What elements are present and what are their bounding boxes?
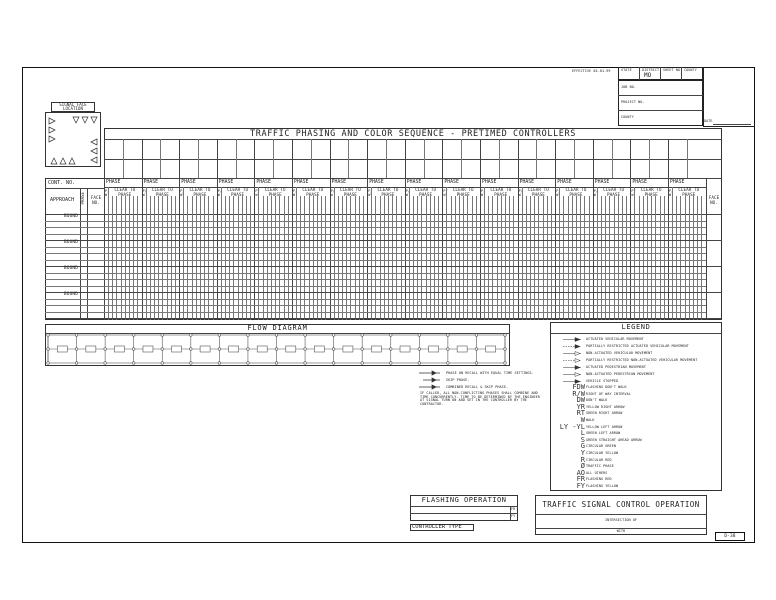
clear-to-phase-label: CLEAR TO PHASE — [264, 187, 286, 197]
pw-label: P/W — [556, 189, 561, 197]
intersection-of-label: INTERSECTION OF — [604, 518, 638, 522]
phase-header: PHASE — [369, 180, 384, 185]
phase-header: PHASE — [670, 180, 685, 185]
legend-code: FY — [576, 482, 585, 490]
pw-label: P/W — [443, 189, 448, 197]
note-combined: COMBINED RECALL & SKIP PHASE. — [446, 385, 509, 389]
effective-date: EFFECTIVE 04-01-99 — [572, 69, 611, 73]
legend-code: Ø — [580, 462, 585, 471]
legend-code: DW — [576, 396, 585, 405]
legend-code: RT — [576, 409, 585, 418]
pw-label: P/W — [405, 189, 411, 197]
flashing-title: FLASHING OPERATION — [421, 496, 507, 504]
pw-label: P/W — [518, 189, 524, 197]
clear-to-phase-label: CLEAR TO PHASE — [603, 187, 625, 197]
legend-code: Y — [580, 449, 585, 457]
pw-label: P/W — [217, 189, 223, 197]
legend-code-desc: GREEN STRAIGHT AHEAD ARROW — [586, 437, 642, 442]
clear-to-phase-label: CLEAR TO PHASE — [565, 187, 587, 197]
clear-to-phase-label: CLEAR TO PHASE — [151, 187, 173, 197]
clear-to-phase-label: CLEAR TO PHASE — [114, 187, 136, 197]
pw-label: P/W — [142, 189, 148, 197]
clear-to-phase-label: CLEAR TO PHASE — [189, 187, 211, 197]
note-recall: PHASE ON RECALL WITH EQUAL TIME SETTINGS. — [446, 371, 534, 375]
legend-arrow-desc: ACTUATED PEDESTRIAN MOVEMENT — [586, 365, 646, 369]
pw-label: P/W — [180, 189, 185, 197]
note-paragraph: IF CALLED, ALL NON-CONFLICTING PHASES SHALL COMBINE AND TIME CONCURRENTLY. TIME TO BE DETERMINED BY THE ENGINEER AT SIGNAL TURN ON AND SET IN THE CONTROLLER BY THE CONTRACTOR. — [420, 391, 540, 407]
controller-type-field[interactable] — [410, 524, 474, 531]
phase-header: PHASE — [594, 180, 610, 185]
district-label: DISTRICT — [642, 68, 660, 72]
clear-to-phase-label: CLEAR TO PHASE — [227, 187, 249, 197]
flashing-fy: FY — [511, 514, 516, 518]
legend-code: G — [580, 442, 585, 451]
bound-label: BOUND — [64, 266, 79, 271]
legend-code-desc: TRAFFIC PHASE — [586, 464, 614, 469]
pw-label: P/W — [330, 189, 336, 197]
legend-arrow-icon — [563, 365, 585, 370]
controller-type-label: CONTROLLER TYPE — [412, 524, 462, 530]
legend-code: AO — [576, 468, 585, 477]
clear-to-phase-label: CLEAR TO PHASE — [640, 187, 662, 197]
pw-label: P/W — [293, 189, 298, 197]
legend-arrow-icon — [563, 358, 585, 363]
phase-header: PHASE — [294, 180, 309, 185]
pw-label: P/W — [631, 189, 636, 197]
legend-title: LEGEND — [621, 323, 651, 331]
clear-to-phase-label: CLEAR TO PHASE — [377, 187, 399, 197]
sheet-id-box — [715, 532, 745, 541]
legend-code-desc: GREEN LEFT ARROW — [586, 431, 621, 436]
legend-arrow-desc: NON-ACTUATED VEHICULAR MOVEMENT — [586, 351, 653, 355]
bound-label: BOUND — [64, 292, 79, 297]
legend-arrow-desc: PARTIALLY RESTRICTED NON-ACTUATED VEHICULAR MOVEMENT — [586, 358, 698, 362]
clear-to-phase-label: CLEAR TO PHASE — [339, 187, 361, 197]
bound-label: BOUND — [64, 214, 79, 219]
legend-code-desc: FLASHING RED — [586, 477, 612, 482]
legend-code-desc: WALK — [586, 418, 595, 422]
pw-label: P/W — [105, 189, 110, 197]
legend-code-desc: ALL OTHERS — [586, 470, 608, 475]
phase-header: PHASE — [143, 180, 159, 185]
legend-code: FDW — [572, 383, 585, 391]
clear-to-phase-label: CLEAR TO PHASE — [452, 187, 474, 197]
legend-code: FR — [576, 475, 585, 484]
legend-arrow-icon — [563, 351, 585, 356]
legend-code: S — [580, 435, 585, 444]
date-label: DATE — [704, 119, 713, 123]
pw-label: P/W — [669, 189, 674, 197]
legend-code-desc: YELLOW LEFT ARROW — [586, 424, 623, 429]
state-value: MO — [644, 72, 652, 79]
clear-to-phase-label: CLEAR TO PHASE — [678, 187, 700, 197]
approach-label: APPROACH — [50, 197, 75, 203]
note-skip: SKIP PHASE. — [446, 378, 470, 382]
legend-arrow-desc: NON-ACTUATED PEDESTRIAN MOVEMENT — [586, 372, 655, 376]
phase-header: PHASE — [444, 180, 459, 185]
pw-label: P/W — [255, 189, 260, 197]
phase-header: PHASE — [106, 180, 121, 185]
legend-code-desc: CIRCULAR RED — [586, 457, 612, 462]
legend-arrow-desc: PARTIALLY RESTRICTED ACTUATED VEHICULAR MOVEMENT — [586, 344, 689, 348]
with-label: WITH — [616, 529, 626, 533]
phase-header: PHASE — [482, 180, 497, 185]
sheet-no-label: SHEET NO. — [663, 68, 683, 72]
flow-diagram-title: FLOW DIAGRAM — [247, 324, 308, 332]
flow-diagram-cells[interactable] — [45, 333, 510, 366]
clear-to-phase-label: CLEAR TO PHASE — [415, 187, 437, 197]
legend-arrow-icon — [563, 372, 585, 377]
legend-arrow-icon — [563, 344, 585, 349]
phase-header: PHASE — [557, 180, 572, 185]
legend-code-desc: CIRCULAR GREEN — [586, 444, 616, 449]
legend-code: R — [580, 455, 585, 464]
pw-label: P/W — [481, 189, 486, 197]
legend-code-desc: YELLOW RIGHT ARROW — [586, 404, 625, 409]
legend-code: R/W — [572, 389, 585, 398]
legend-code-desc: FLASHING DON'T WALK — [586, 385, 627, 389]
signal-face-icons — [45, 112, 101, 167]
project-no-label: PROJECT NO. — [621, 100, 645, 104]
phase-header: PHASE — [256, 180, 271, 185]
legend-arrow-icon — [563, 337, 585, 342]
phase-header: PHASE — [519, 180, 535, 185]
signal-control-title: TRAFFIC SIGNAL CONTROL OPERATION — [542, 500, 700, 509]
pw-label: P/W — [593, 189, 599, 197]
legend-code: W — [580, 416, 585, 424]
clear-to-phase-label: CLEAR TO PHASE — [490, 187, 512, 197]
legend-code: LY -YL — [559, 422, 585, 431]
legend-code: L — [580, 429, 585, 438]
legend-code: YR — [576, 402, 585, 411]
clear-to-phase-label: CLEAR TO PHASE — [302, 187, 324, 197]
legend-code-desc: RIGHT OF WAY INTERVAL — [586, 391, 631, 396]
phase-header: PHASE — [218, 180, 234, 185]
cont-no-label: CONT. NO. — [48, 180, 76, 186]
county-label: COUNTY — [621, 115, 634, 119]
job-no-label: JOB NO. — [621, 85, 636, 89]
face-no-label: FACE NO. — [90, 195, 102, 206]
phasing-title: TRAFFIC PHASING AND COLOR SEQUENCE - PRETIMED CONTROLLERS — [250, 129, 576, 139]
bound-label: BOUND — [64, 240, 79, 245]
legend-code-desc: GREEN RIGHT ARROW — [586, 411, 623, 416]
phase-vertical-label: PHASE — [80, 192, 85, 205]
note-arrows-icon — [418, 370, 448, 392]
phase-header: PHASE — [181, 180, 196, 185]
phase-header: PHASE — [331, 180, 347, 185]
legend-code-desc: FLASHING YELLOW — [586, 484, 619, 488]
state-label: STATE — [621, 68, 632, 72]
pw-label: P/W — [368, 189, 373, 197]
sheet-id: D-38 — [724, 534, 736, 539]
legend-code-desc: DON'T WALK — [586, 398, 608, 403]
clear-to-phase-label: CLEAR TO PHASE — [527, 187, 549, 197]
legend-arrow-desc: ACTUATED VEHICULAR MOVEMENT — [586, 337, 644, 341]
county-label-top: COUNTY — [684, 68, 697, 72]
phase-header: PHASE — [632, 180, 647, 185]
phase-header: PHASE — [406, 180, 422, 185]
face-no-right-label: FACE NO. — [708, 195, 720, 206]
flashing-fr: FR — [511, 507, 516, 511]
legend-code-desc: CIRCULAR YELLOW — [586, 451, 619, 455]
legend-arrow-desc: VEHICLE STOPPED — [586, 379, 619, 383]
